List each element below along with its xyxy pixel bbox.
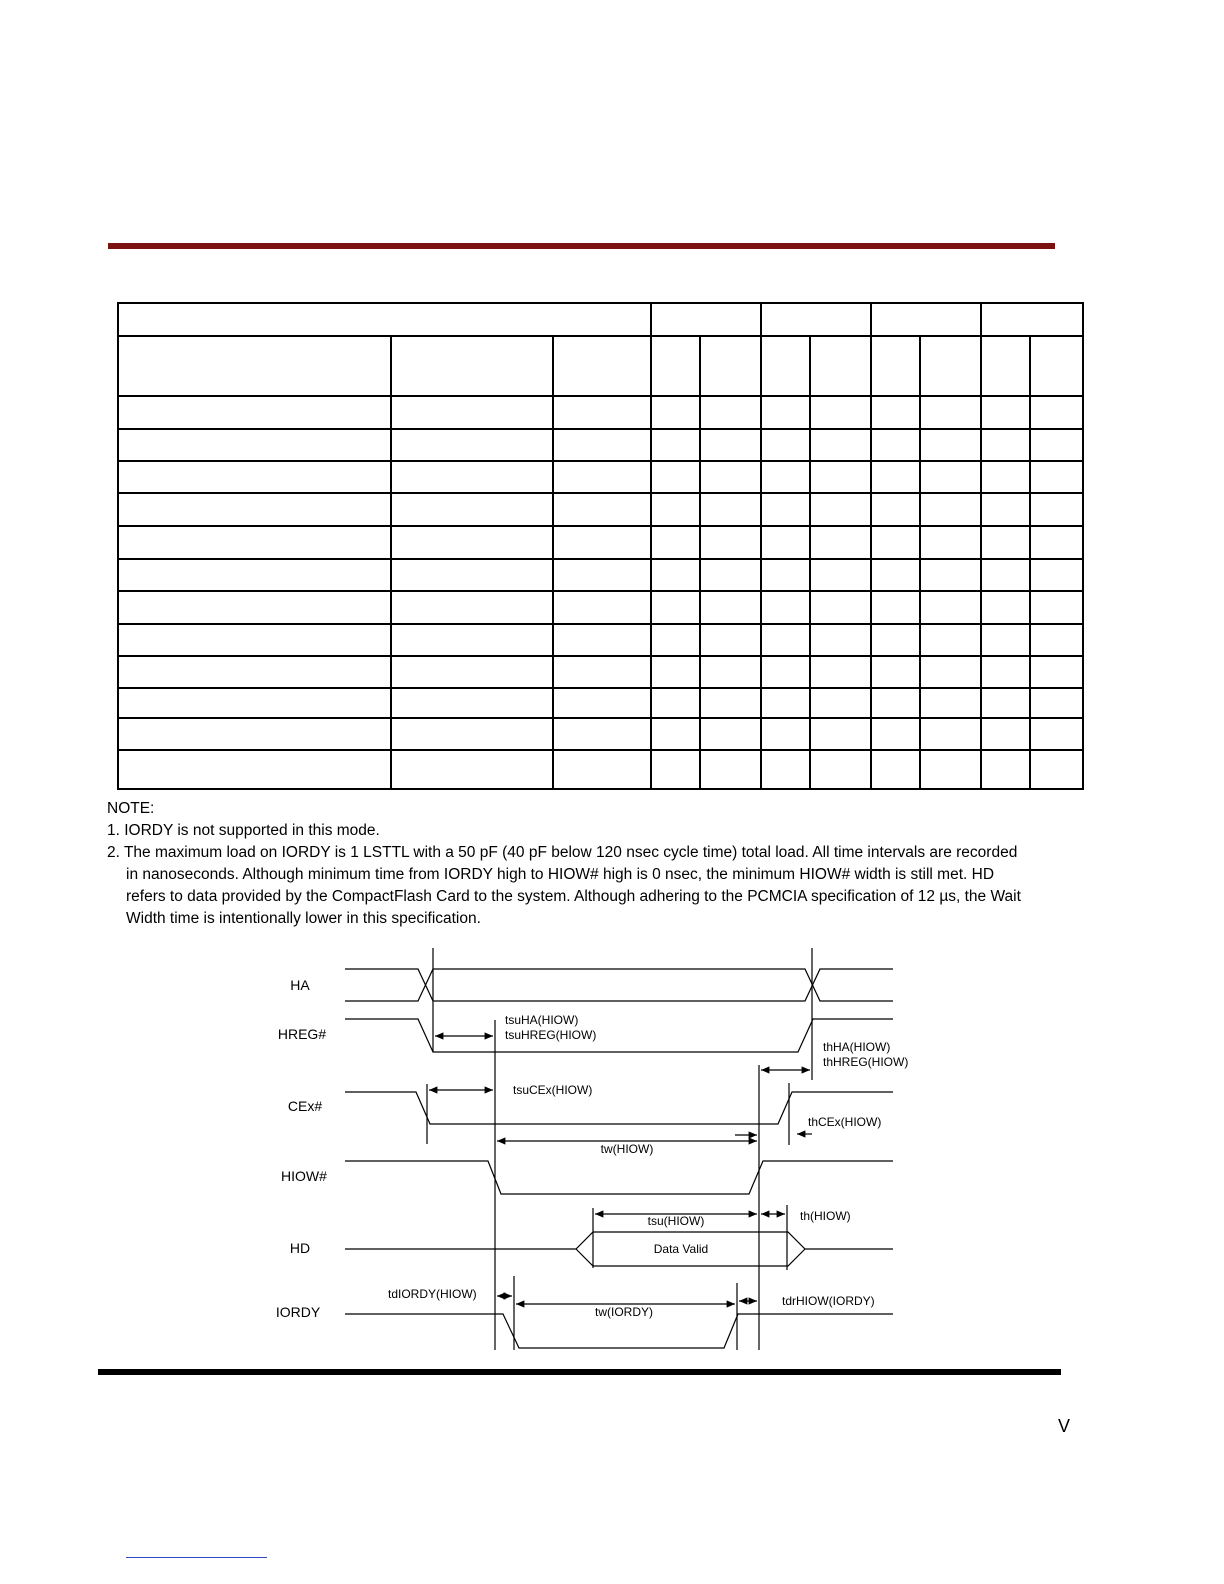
label-data-valid: Data Valid [653,1242,709,1256]
label-tsuha: tsuHA(HIOW) [505,1013,579,1027]
label-tsuhreg: tsuHREG(HIOW) [505,1028,597,1042]
table-cell [651,303,761,336]
table-row [118,429,1083,461]
table-cell [920,336,981,396]
table-row [118,718,1083,750]
table-row [118,396,1083,429]
table-cell [700,336,761,396]
label-tsu-hiow: tsu(HIOW) [647,1214,705,1228]
timing-diagram [260,940,920,1352]
table-cell [391,336,553,396]
table-row [118,526,1083,559]
signal-label-hreg: HREG# [277,1026,327,1042]
table-row [118,750,1083,789]
label-thcex: thCEx(HIOW) [808,1115,882,1129]
table-cell [118,336,391,396]
notes-section [107,798,1027,930]
table-row [118,559,1083,591]
label-tw-iordy: tw(IORDY) [595,1305,653,1319]
timing-table [117,302,1084,790]
signal-label-hd: HD [289,1240,311,1256]
table-subheader-row [118,336,1083,396]
table-cell [871,336,920,396]
table-cell [810,336,871,396]
table-row [118,493,1083,526]
table-cell [651,336,700,396]
signal-label-ha: HA [290,977,310,993]
footer-rule [98,1369,1061,1375]
signal-label-iordy: IORDY [275,1304,321,1320]
signal-label-hiow: HIOW# [281,1168,327,1184]
waveform-ha [345,969,893,1001]
table-row [118,688,1083,718]
table-row [118,624,1083,656]
table-cell [761,336,810,396]
table-cell [1030,336,1083,396]
label-thha: thHA(HIOW) [823,1040,891,1054]
label-thhreg: thHREG(HIOW) [823,1055,909,1069]
table-cell [761,303,871,336]
table-row [118,656,1083,688]
notes-heading: NOTE: [107,800,155,817]
label-tdrhiow: tdrHIOW(IORDY) [782,1294,875,1308]
table-cell [871,303,981,336]
waveform-hreg [345,1019,893,1052]
table-row [118,461,1083,493]
table-row [118,591,1083,624]
waveform-hd [345,1232,893,1249]
note-item-1: 1. IORDY is not supported in this mode. [107,822,380,839]
table-cell [118,303,651,336]
label-tw-hiow: tw(HIOW) [600,1142,654,1156]
header-rule [108,243,1055,249]
footer-link-underline[interactable] [126,1557,267,1558]
label-tsucex: tsuCEx(HIOW) [513,1083,593,1097]
signal-label-cex: CEx# [287,1098,323,1114]
table-cell [981,303,1083,336]
table-cell [981,336,1030,396]
waveform-hiow [345,1161,893,1194]
table-header-row [118,303,1083,336]
label-tdiordy: tdIORDY(HIOW) [388,1287,477,1301]
footer-mark: V [1058,1416,1071,1436]
waveform-iordy [345,1314,893,1348]
table-cell [553,336,651,396]
label-th-hiow: th(HIOW) [800,1209,851,1223]
note-item-2: 2. The maximum load on IORDY is 1 LSTTL with a 50 pF (40 pF below 120 nsec cycle time) total load. All time intervals are recorded in nanoseconds. Although minimum time from IORDY high to HIOW# high is 0 nsec, the minimum HIOW# width is still met. HD refers to data provided by the CompactFlash Card to the system. Although adhering to the PCMCIA specification of 12 µs, the Wait Width time is intentionally lower in this specification. [107,844,1021,927]
